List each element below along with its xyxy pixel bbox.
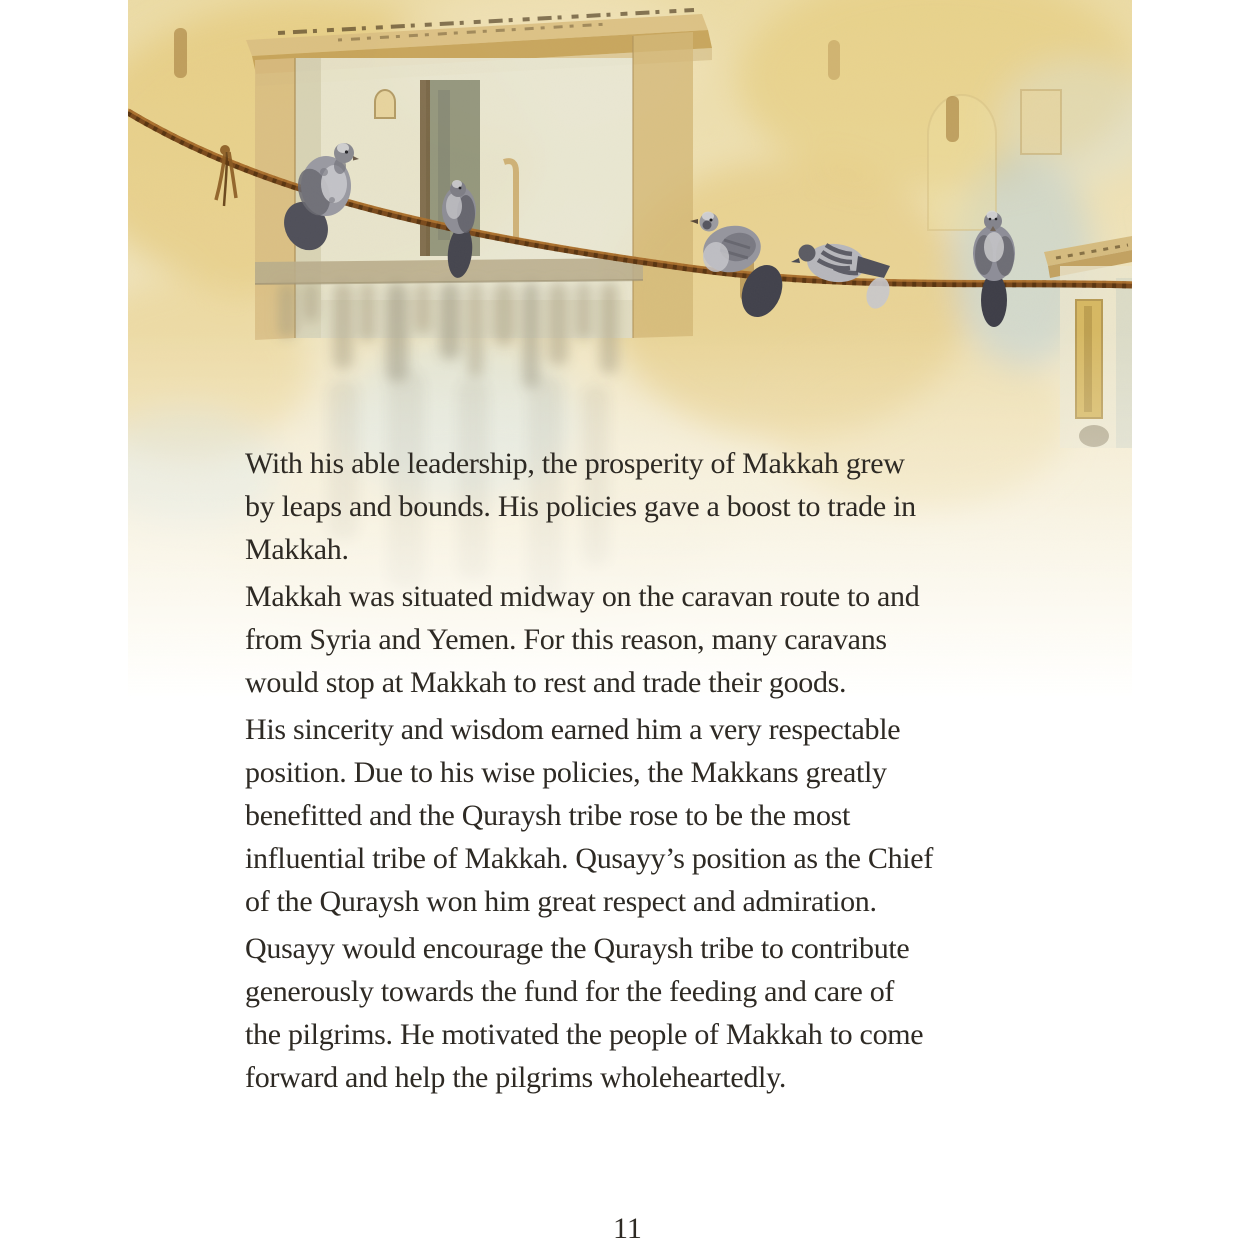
body-text bbox=[245, 442, 1065, 1103]
page-number: 11 bbox=[613, 1212, 642, 1245]
paragraph: His sincerity and wisdom earned him a very respectable position. Due to his wise policies, the Makkans greatly benefitted and the Quraysh tribe rose to be the most influential tribe of Makkah. Qusayy’s position as the Chief of the Quraysh won him great respect and admiration. bbox=[245, 713, 934, 918]
paragraph: Makkah was situated midway on the caravan route to and from Syria and Yemen. For this reason, many caravans would stop at Makkah to rest and trade their goods. bbox=[245, 580, 920, 699]
paragraph: Qusayy would encourage the Quraysh tribe to contribute generously towards the fund for the feeding and care of the pilgrims. He motivated the people of Makkah to come forward and help the pilgrims wholeheartedly. bbox=[245, 932, 924, 1094]
paragraph: With his able leadership, the prosperity of Makkah grew by leaps and bounds. His policies gave a boost to trade in Makkah. bbox=[245, 447, 916, 566]
